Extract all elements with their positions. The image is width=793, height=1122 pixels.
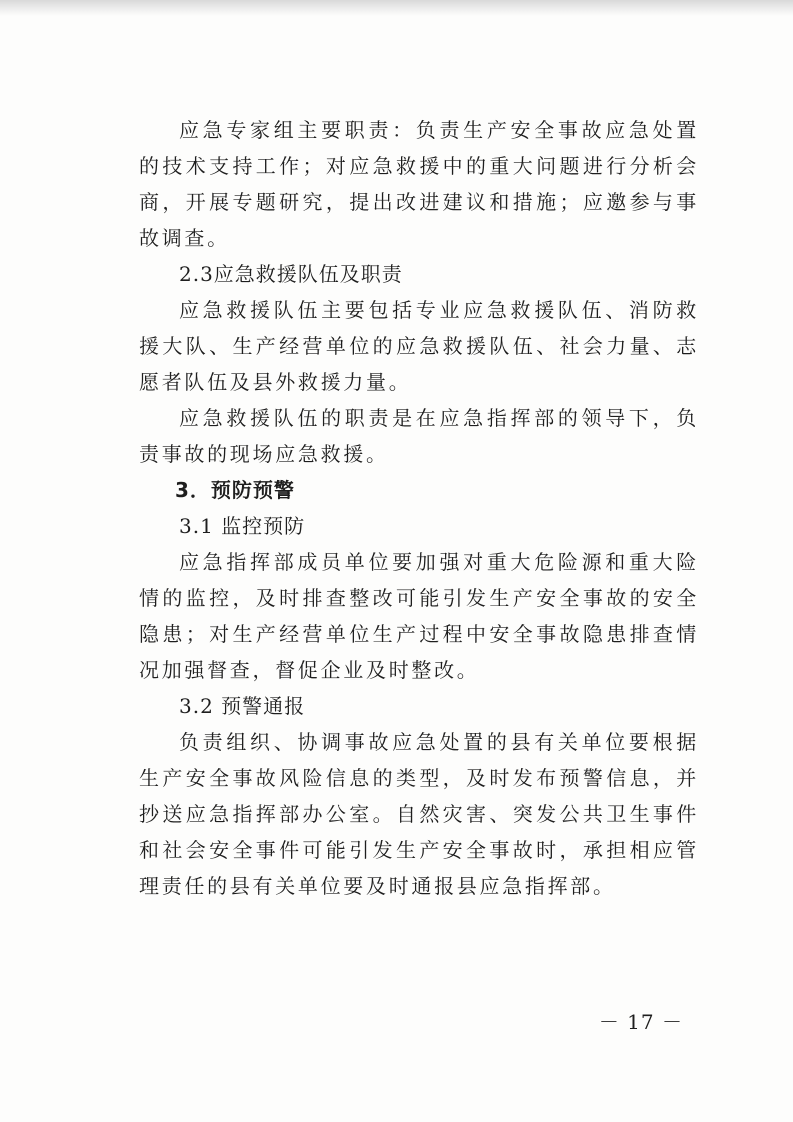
document-body bbox=[139, 112, 699, 904]
scan-edge-shadow bbox=[0, 0, 793, 16]
paragraph-monitoring-prevention: 应急指挥部成员单位要加强对重大危险源和重大险情的监控，及时排查整改可能引发生产安全事故的安全隐患；对生产经营单位生产过程中安全事故隐患排查情况加强督查，督促企业及时整改。 bbox=[139, 550, 699, 682]
heading-3-prevention-warning: 3．预防预警 bbox=[175, 478, 295, 502]
heading-3-2-warning-notification: 3.2 预警通报 bbox=[179, 694, 306, 718]
heading-2-3-rescue-teams: 2.3应急救援队伍及职责 bbox=[179, 262, 403, 286]
paragraph-rescue-team-composition: 应急救援队伍主要包括专业应急救援队伍、消防救援大队、生产经营单位的应急救援队伍、社会力量、志愿者队伍及县外救援力量。 bbox=[139, 298, 699, 394]
paragraph-warning-notification: 负责组织、协调事故应急处置的县有关单位要根据生产安全事故风险信息的类型，及时发布预警信息，并抄送应急指挥部办公室。自然灾害、突发公共卫生事件和社会安全事件可能引发生产安全事故时，承担相应管理责任的县有关单位要及时通报县应急指挥部。 bbox=[139, 730, 699, 898]
heading-3-1-monitoring-prevention: 3.1 监控预防 bbox=[179, 514, 306, 538]
paragraph-rescue-team-duties: 应急救援队伍的职责是在应急指挥部的领导下，负责事故的现场应急救援。 bbox=[139, 406, 699, 466]
page-number: － 17 － bbox=[598, 1010, 683, 1034]
paragraph-expert-group-duties: 应急专家组主要职责：负责生产安全事故应急处置的技术支持工作；对应急救援中的重大问题进行分析会商，开展专题研究，提出改进建议和措施；应邀参与事故调查。 bbox=[139, 118, 699, 250]
